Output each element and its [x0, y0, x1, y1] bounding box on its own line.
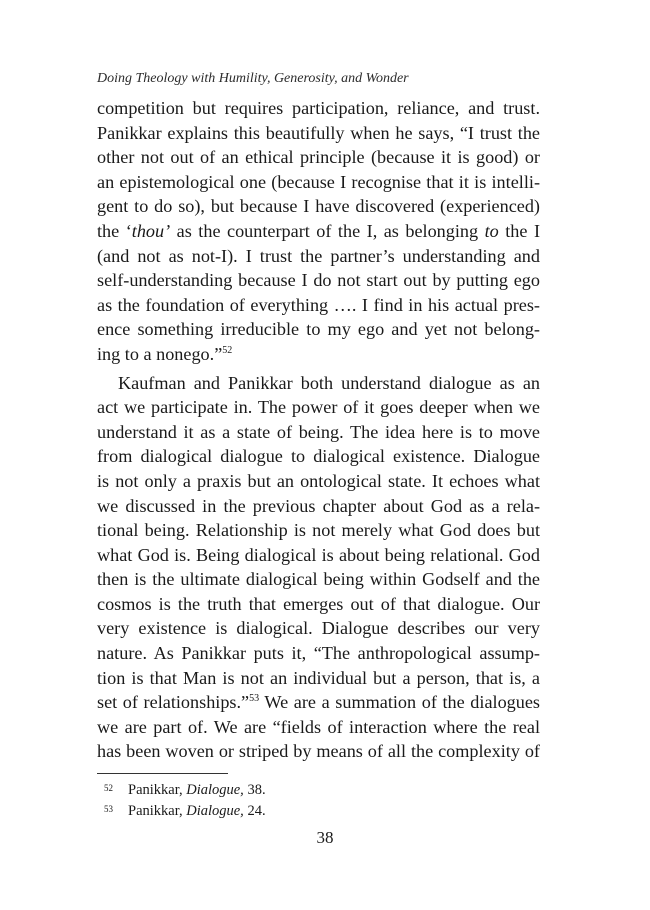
text-run: 38.	[243, 782, 266, 798]
italic-term: thou’	[131, 220, 171, 241]
footnote-divider	[97, 773, 228, 774]
text-line: very existence is dialogical. Dialogue describes our very	[97, 618, 540, 639]
text-line: then is the ultimate dialogical being within Godself and the	[97, 569, 540, 590]
text-line: Panikkar explains this beautifully when he says, “I trust the	[97, 122, 540, 143]
text-line: tion is that Man is not an individual but a person, that is, a	[97, 667, 540, 688]
work-title: Dialogue,	[186, 782, 244, 798]
text-line: competition but requires participation, reliance, and trust.	[97, 98, 540, 118]
footnote-number: 52	[104, 783, 113, 793]
text-line: Kaufman and Panikkar both understand dialogue as an	[118, 372, 540, 393]
text-run: as the counterpart of the I, as belonging	[170, 220, 485, 241]
text-line: an epistemological one (because I recognise that it is intelli-	[97, 171, 540, 192]
text-line: we discussed in the previous chapter about God as a rela-	[97, 495, 540, 516]
paragraph	[97, 371, 540, 765]
footnote-text	[128, 801, 266, 822]
text-line: as the foundation of everything …. I find in his actual pres-	[97, 294, 540, 315]
text-line: self-understanding because I do not start out by putting ego	[97, 270, 540, 291]
page-number: 38	[316, 828, 334, 847]
text-run: the I	[498, 220, 540, 241]
text-run: We are a summation of the dialogues	[259, 692, 541, 713]
text-line: nature. As Panikkar puts it, “The anthropological assump-	[97, 643, 540, 664]
text-line	[97, 690, 540, 715]
text-line: (and not as not-I). I trust the partner’s understanding and	[97, 245, 540, 266]
text-line: ence something irreducible to my ego and yet not belong-	[97, 319, 540, 340]
text-line: we are part of. We are “fields of interaction where the real	[97, 716, 540, 737]
text-run: the ‘	[97, 220, 132, 241]
italic-term: to	[484, 220, 499, 241]
footnote	[97, 801, 266, 822]
text-line: other not out of an ethical principle (because it is good) or	[97, 147, 540, 168]
text-run: ing to a nonego.”	[97, 343, 223, 364]
text-run: set of relationships.”	[97, 692, 250, 713]
footnote-number: 53	[104, 804, 113, 814]
text-line: cosmos is the truth that emerges out of that dialogue. Our	[97, 593, 540, 614]
text-line: act we participate in. The power of it goes deeper when we	[97, 397, 540, 418]
text-line	[97, 342, 540, 367]
text-line: tional being. Relationship is not merely what God does but	[97, 520, 540, 541]
text-line	[97, 219, 540, 244]
footnote-ref[interactable]: 52	[222, 344, 233, 356]
footnote	[97, 780, 266, 801]
text-run: 24.	[243, 803, 266, 819]
footnotes	[97, 780, 266, 822]
running-head: Doing Theology with Humility, Generosity, and Wonder	[97, 71, 409, 86]
footnote-text	[128, 780, 266, 801]
text-run: Panikkar,	[128, 782, 187, 798]
work-title: Dialogue,	[186, 803, 244, 819]
text-run: Panikkar,	[128, 803, 187, 819]
text-line: gent to do so), but because I have discovered (experienced)	[97, 196, 540, 217]
text-line: has been woven or striped by means of all the complexity of	[97, 741, 540, 762]
text-line: understand it as a state of being. The idea here is to move	[97, 421, 540, 442]
paragraph	[97, 96, 540, 367]
text-line: what God is. Being dialogical is about being relational. God	[97, 544, 540, 565]
text-line: from dialogical dialogue to dialogical existence. Dialogue	[97, 446, 540, 467]
footnote-ref[interactable]: 53	[249, 693, 260, 705]
body-text	[97, 96, 540, 764]
text-line: is not only a praxis but an ontological state. It echoes what	[97, 470, 540, 491]
